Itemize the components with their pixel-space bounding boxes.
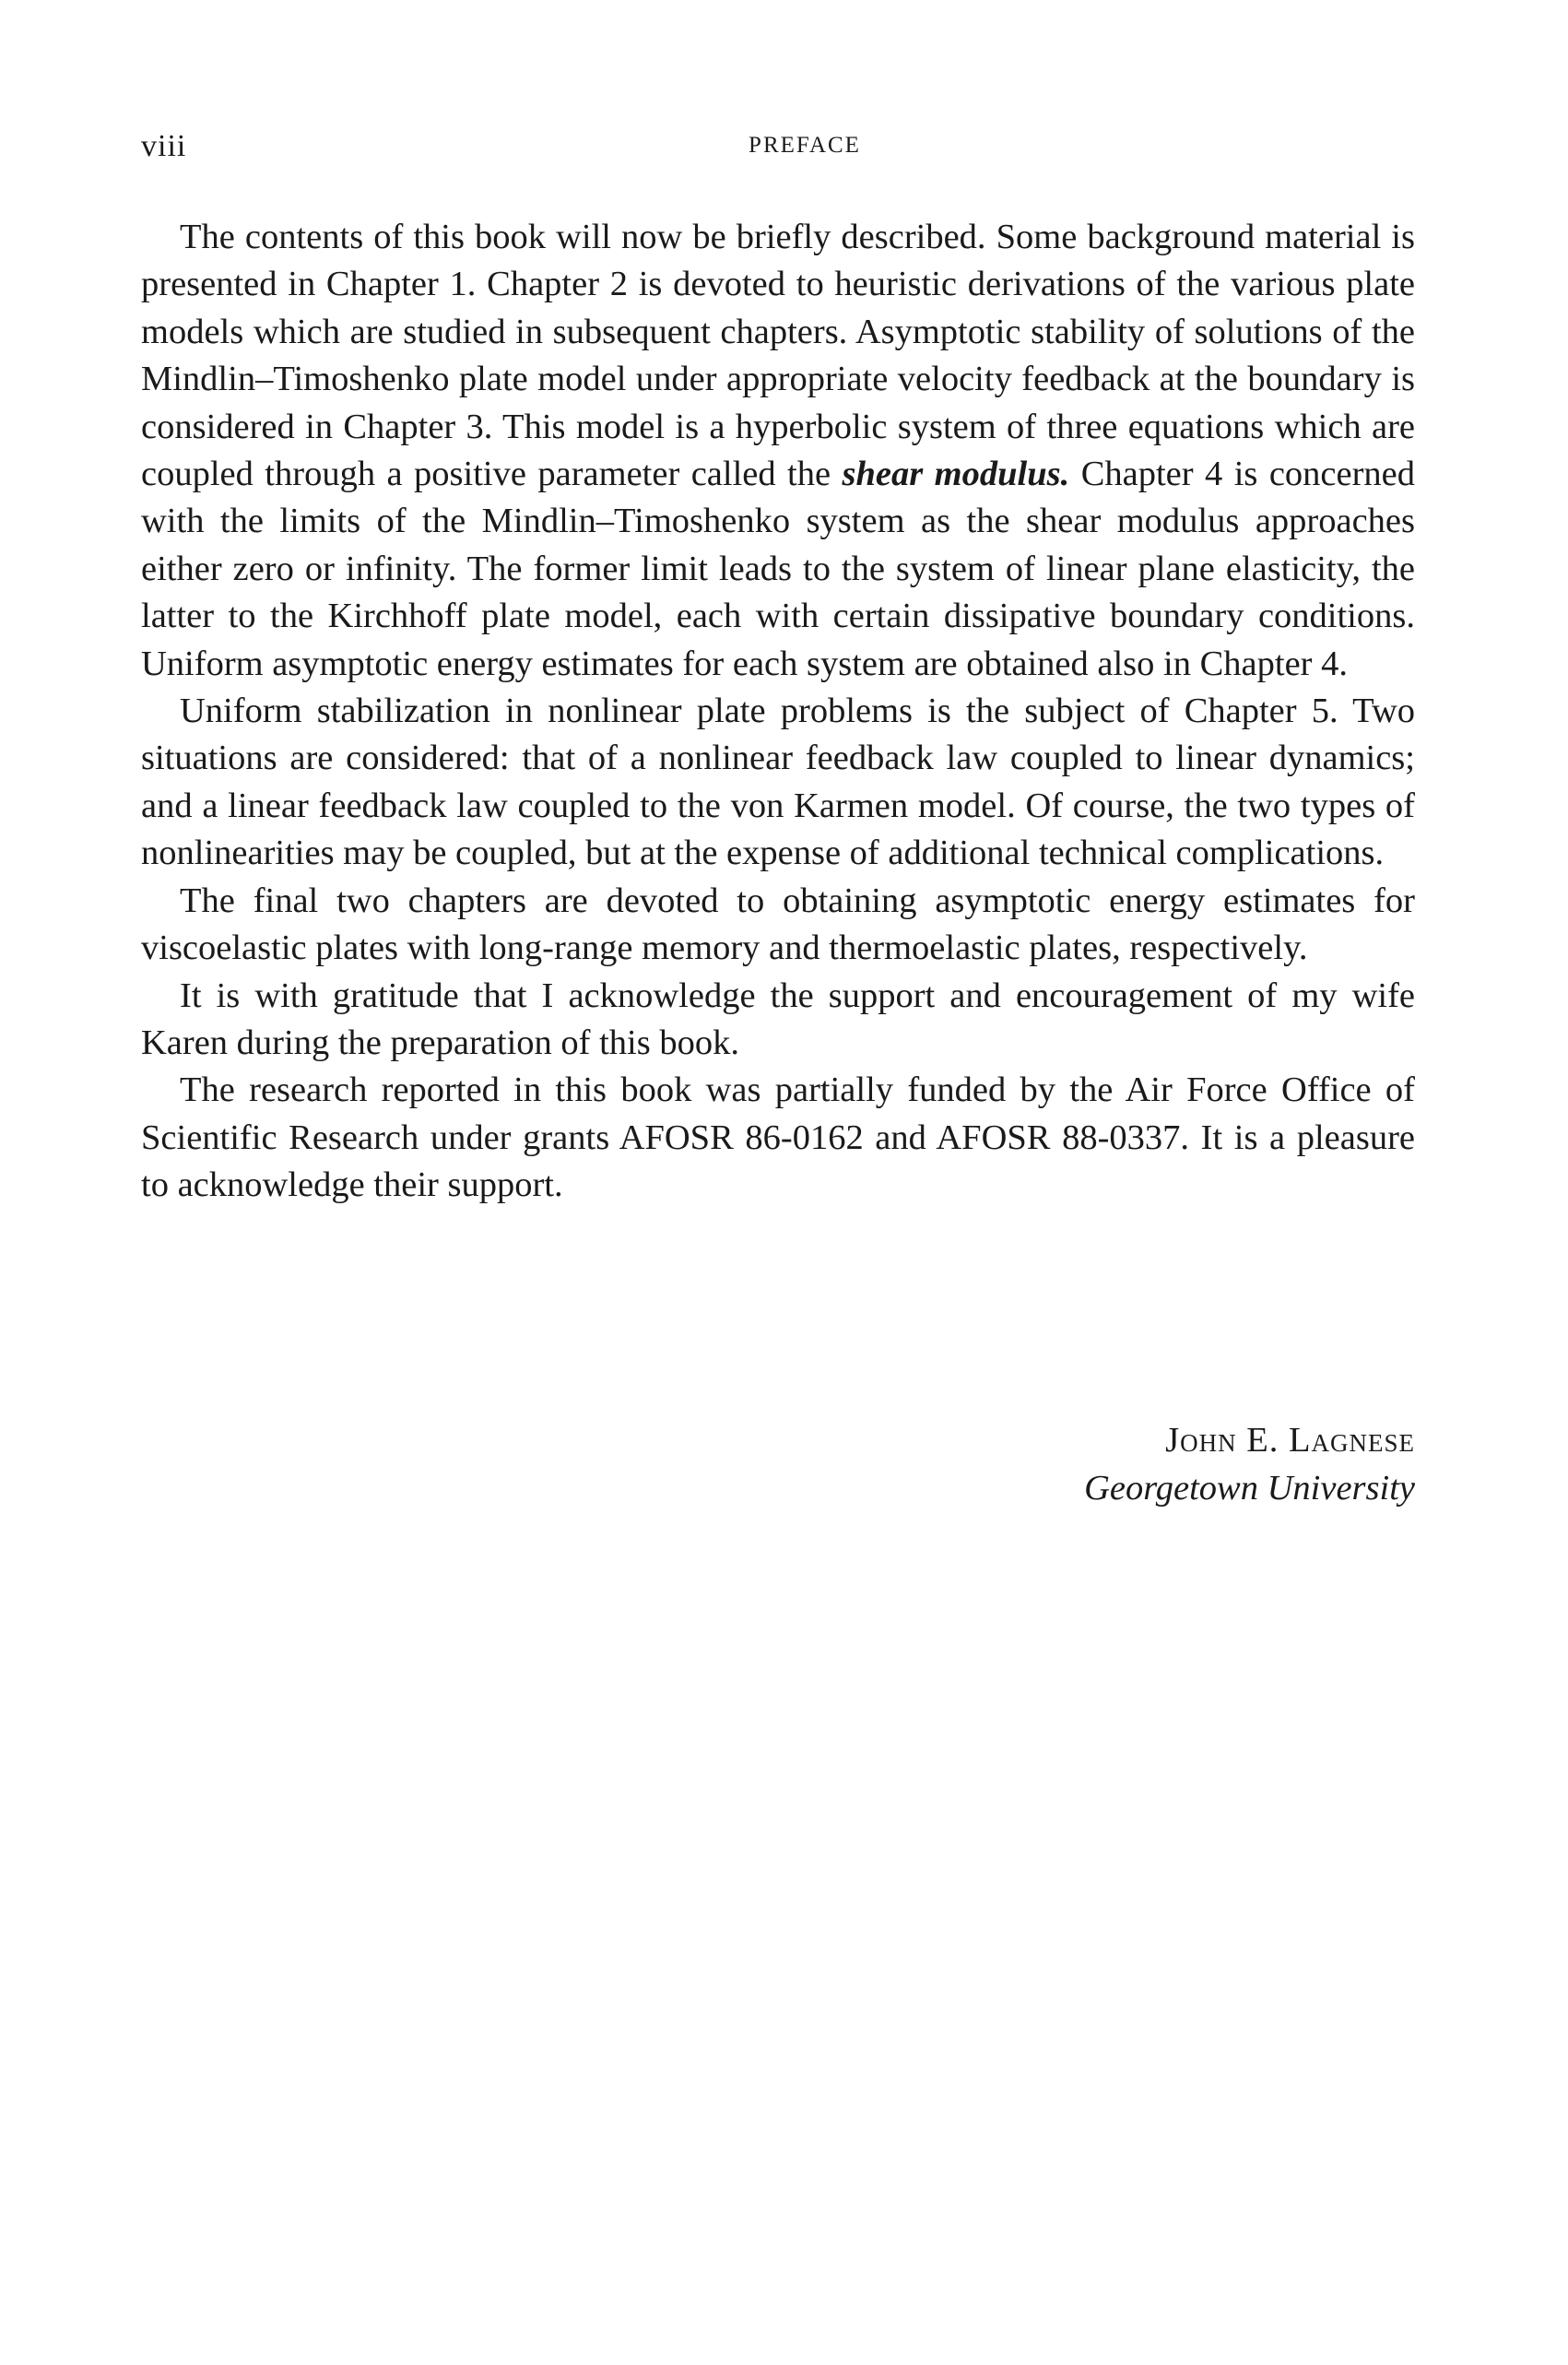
- running-title: PREFACE: [749, 133, 861, 158]
- running-head: [141, 129, 1413, 166]
- paragraph-contents-overview: [141, 214, 1415, 688]
- page-number: viii: [141, 129, 187, 163]
- emphasized-term: shear modulus.: [842, 455, 1070, 494]
- paragraph-text: Chapter 4 is concerned with the limits of the Mindlin–Timoshenko system as the shear modulus approaches either zero or infinity. The former limit leads to the system of linear plane elasticity, the latter to the Kirchhoff plate model, each with certain dissipative boundary conditions. Uniform asymptotic energy estimates for each system are obtained also in Chapter 4.: [141, 455, 1415, 683]
- paragraph-nonlinear: Uniform stabilization in nonlinear plate problems is the subject of Chapter 5. Two situations are considered: that of a nonlinear feedback law coupled to linear dynamics; and a linear feedback law coupled to the von Karmen model. Of course, the two types of nonlinearities may be coupled, but at the expense of additional technical complications.: [141, 692, 1415, 873]
- paragraph-funding: The research reported in this book was partially funded by the Air Force Office of Scientific Research under grants AFOSR 86-0162 and AFOSR 88-0337. It is a pleasure to acknowledge their support.: [141, 1070, 1415, 1205]
- paragraph-final-chapters: The final two chapters are devoted to obtaining asymptotic energy estimates for viscoelastic plates with long-range memory and thermoelastic plates, respectively.: [141, 881, 1415, 968]
- preface-body: [141, 214, 1415, 1210]
- paragraph-text: The contents of this book will now be briefly described. Some background material is presented in Chapter 1. Chapter 2 is devoted to heuristic derivations of the various plate models which are studied in subsequent chapters. Asymptotic stability of solutions of the Mindlin–Timoshenko plate model under appropriate velocity feedback at the boundary is considered in Chapter 3. This model is a hyperbolic system of three equations which are coupled through a positive parameter called the: [141, 218, 1415, 494]
- paragraph-acknowledgement: It is with gratitude that I acknowledge the support and encouragement of my wife Karen during the preparation of this book.: [141, 976, 1415, 1062]
- author-name: John E. Lagnese: [1165, 1421, 1415, 1460]
- author-affiliation: Georgetown University: [1084, 1469, 1415, 1508]
- signature-block: [1084, 1416, 1415, 1512]
